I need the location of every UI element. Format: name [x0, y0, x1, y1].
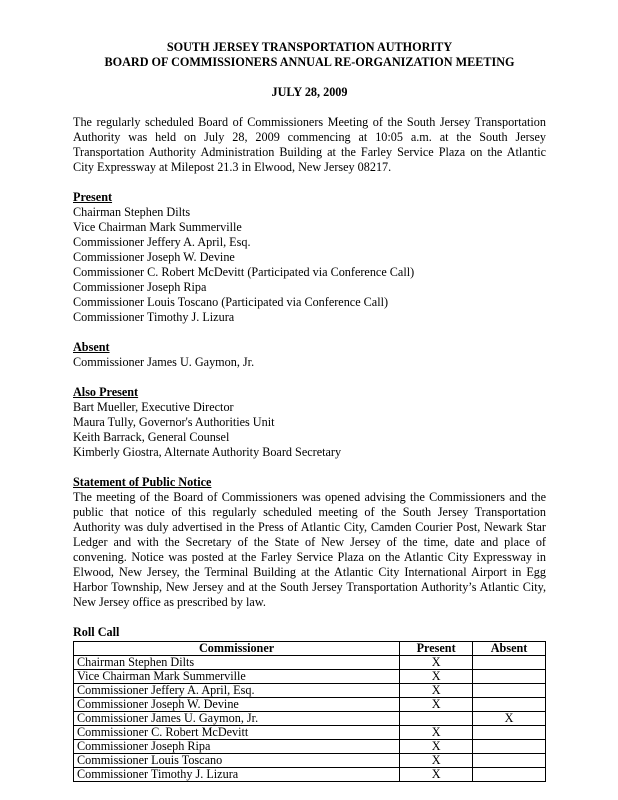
also-present-list — [73, 400, 546, 460]
absent-mark — [473, 740, 546, 754]
list-item: Bart Mueller, Executive Director — [73, 400, 234, 414]
org-title: SOUTH JERSEY TRANSPORTATION AUTHORITY — [166, 40, 453, 54]
absent-mark — [473, 726, 546, 740]
public-notice-paragraph: The meeting of the Board of Commissioners was opened advising the Commissioners and the public that notice of this regularly scheduled meeting of the South Jersey Transportation Authority was duly advertised in the Press of Atlantic City, Camden Courier Post, Newark Star Ledger and with the Secretary of the State of New Jersey of the time, date and place of convening. Notice was posted at the Farley Service Plaza on the Atlantic City Expressway in Elwood, New Jersey, the Terminal Building at the Atlantic City International Airport in Egg Harbor Township, New Jersey and at the South Jersey Transportation Authority’s Atlantic City, New Jersey office as prescribed by law. — [73, 490, 546, 609]
commissioner-name: Commissioner Timothy J. Lizura — [74, 768, 400, 782]
public-notice-heading: Statement of Public Notice — [73, 475, 212, 489]
present-mark: X — [400, 740, 473, 754]
present-mark — [400, 712, 473, 726]
table-row — [74, 740, 546, 754]
present-mark: X — [400, 684, 473, 698]
absent-mark — [473, 754, 546, 768]
table-row — [74, 656, 546, 670]
absent-mark: X — [473, 712, 546, 726]
commissioner-name: Commissioner Joseph Ripa — [74, 740, 400, 754]
roll-call-table — [73, 641, 546, 782]
list-item: Commissioner James U. Gaymon, Jr. — [73, 355, 255, 369]
present-mark: X — [400, 656, 473, 670]
list-item: Chairman Stephen Dilts — [73, 205, 191, 219]
commissioner-name: Vice Chairman Mark Summerville — [74, 670, 400, 684]
table-row — [74, 684, 546, 698]
document-page — [73, 40, 546, 782]
commissioner-name: Commissioner Louis Toscano — [74, 754, 400, 768]
present-list — [73, 205, 546, 325]
table-row — [74, 698, 546, 712]
absent-mark — [473, 698, 546, 712]
commissioner-name: Commissioner C. Robert McDevitt — [74, 726, 400, 740]
absent-mark — [473, 768, 546, 782]
table-row — [74, 670, 546, 684]
absent-heading: Absent — [73, 340, 110, 354]
meeting-date: JULY 28, 2009 — [271, 85, 348, 99]
present-mark: X — [400, 754, 473, 768]
list-item: Commissioner Timothy J. Lizura — [73, 310, 235, 324]
absent-list — [73, 355, 546, 370]
list-item: Maura Tully, Governor's Authorities Unit — [73, 415, 275, 429]
column-header-absent: Absent — [473, 642, 546, 656]
commissioner-name: Commissioner Jeffery A. April, Esq. — [74, 684, 400, 698]
roll-call-heading: Roll Call — [73, 625, 120, 639]
table-row — [74, 712, 546, 726]
list-item: Commissioner C. Robert McDevitt (Participated via Conference Call) — [73, 265, 415, 279]
table-row — [74, 726, 546, 740]
present-mark: X — [400, 670, 473, 684]
present-mark: X — [400, 768, 473, 782]
table-header-row — [74, 642, 546, 656]
present-heading: Present — [73, 190, 113, 204]
absent-mark — [473, 670, 546, 684]
meeting-title: BOARD OF COMMISSIONERS ANNUAL RE-ORGANIZATION MEETING — [104, 55, 515, 69]
also-present-heading: Also Present — [73, 385, 139, 399]
column-header-commissioner: Commissioner — [74, 642, 400, 656]
absent-mark — [473, 656, 546, 670]
list-item: Commissioner Louis Toscano (Participated via Conference Call) — [73, 295, 389, 309]
column-header-present: Present — [400, 642, 473, 656]
present-mark: X — [400, 726, 473, 740]
list-item: Keith Barrack, General Counsel — [73, 430, 230, 444]
list-item: Vice Chairman Mark Summerville — [73, 220, 242, 234]
list-item: Kimberly Giostra, Alternate Authority Board Secretary — [73, 445, 342, 459]
list-item: Commissioner Joseph Ripa — [73, 280, 207, 294]
commissioner-name: Chairman Stephen Dilts — [74, 656, 400, 670]
intro-paragraph: The regularly scheduled Board of Commissioners Meeting of the South Jersey Transportation Authority was held on July 28, 2009 commencing at 10:05 a.m. at the South Jersey Transportation Authority Administration Building at the Farley Service Plaza on the Atlantic City Expressway at Milepost 21.3 in Elwood, New Jersey 08217. — [73, 115, 546, 174]
table-row — [74, 768, 546, 782]
commissioner-name: Commissioner Joseph W. Devine — [74, 698, 400, 712]
commissioner-name: Commissioner James U. Gaymon, Jr. — [74, 712, 400, 726]
table-row — [74, 754, 546, 768]
present-mark: X — [400, 698, 473, 712]
list-item: Commissioner Joseph W. Devine — [73, 250, 235, 264]
absent-mark — [473, 684, 546, 698]
list-item: Commissioner Jeffery A. April, Esq. — [73, 235, 251, 249]
